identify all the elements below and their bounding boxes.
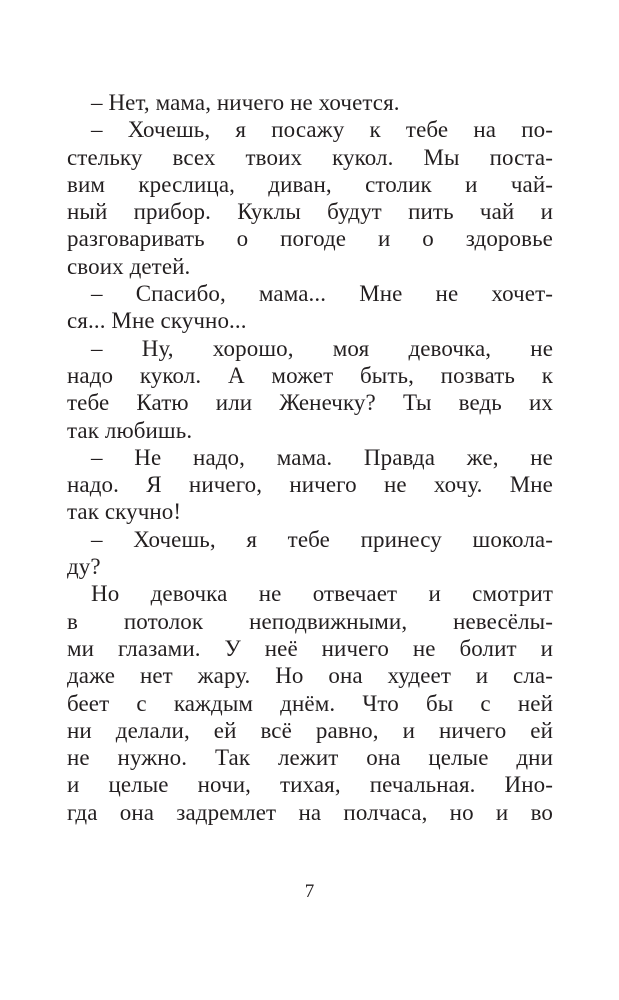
text-line: и целые ночи, тихая, печальная. Ино- xyxy=(67,772,553,798)
text-line: ся... Мне скучно... xyxy=(67,308,247,334)
text-line: надо кукол. А может быть, позвать к xyxy=(67,362,553,388)
text-line: надо. Я ничего, ничего не хочу. Мне xyxy=(67,472,553,498)
text-line: даже нет жару. Но она худеет и сла- xyxy=(67,663,553,689)
text-line: так любишь. xyxy=(67,417,193,443)
text-line: – Спасибо, мама... Мне не хочет- xyxy=(91,281,553,307)
page-body xyxy=(67,89,553,826)
text-line: – Нет, мама, ничего не хочется. xyxy=(91,90,400,115)
text-line: ни делали, ей всё равно, и ничего ей xyxy=(67,717,553,743)
text-line: тебе Катю или Женечку? Ты ведь их xyxy=(67,390,553,416)
text-line: ми глазами. У неё ничего не болит и xyxy=(67,635,553,661)
text-line: – Хочешь, я посажу к тебе на по- xyxy=(91,117,553,143)
text-line: ный прибор. Куклы будут пить чай и xyxy=(67,199,553,225)
text-line: – Ну, хорошо, моя девочка, не xyxy=(91,335,553,361)
text-line: беет с каждым днём. Что бы с ней xyxy=(67,690,553,716)
text-line: – Хочешь, я тебе принесу шокола- xyxy=(91,526,553,552)
text-line: так скучно! xyxy=(67,499,182,525)
text-line: стельку всех твоих кукол. Мы поста- xyxy=(67,144,553,170)
text-line: своих детей. xyxy=(67,253,191,279)
text-line: Но девочка не отвечает и смотрит xyxy=(91,581,553,607)
text-line: гда она задремлет на полчаса, но и во xyxy=(67,799,553,825)
page-number: 7 xyxy=(304,881,315,902)
text-line: ду? xyxy=(67,554,101,580)
text-line: вим креслица, диван, столик и чай- xyxy=(67,171,553,197)
text-line: в потолок неподвижными, невесёлы- xyxy=(67,608,553,634)
text-line: разговаривать о погоде и о здоровье xyxy=(67,226,553,252)
text-line: не нужно. Так лежит она целые дни xyxy=(67,745,553,771)
text-line: – Не надо, мама. Правда же, не xyxy=(91,444,553,470)
